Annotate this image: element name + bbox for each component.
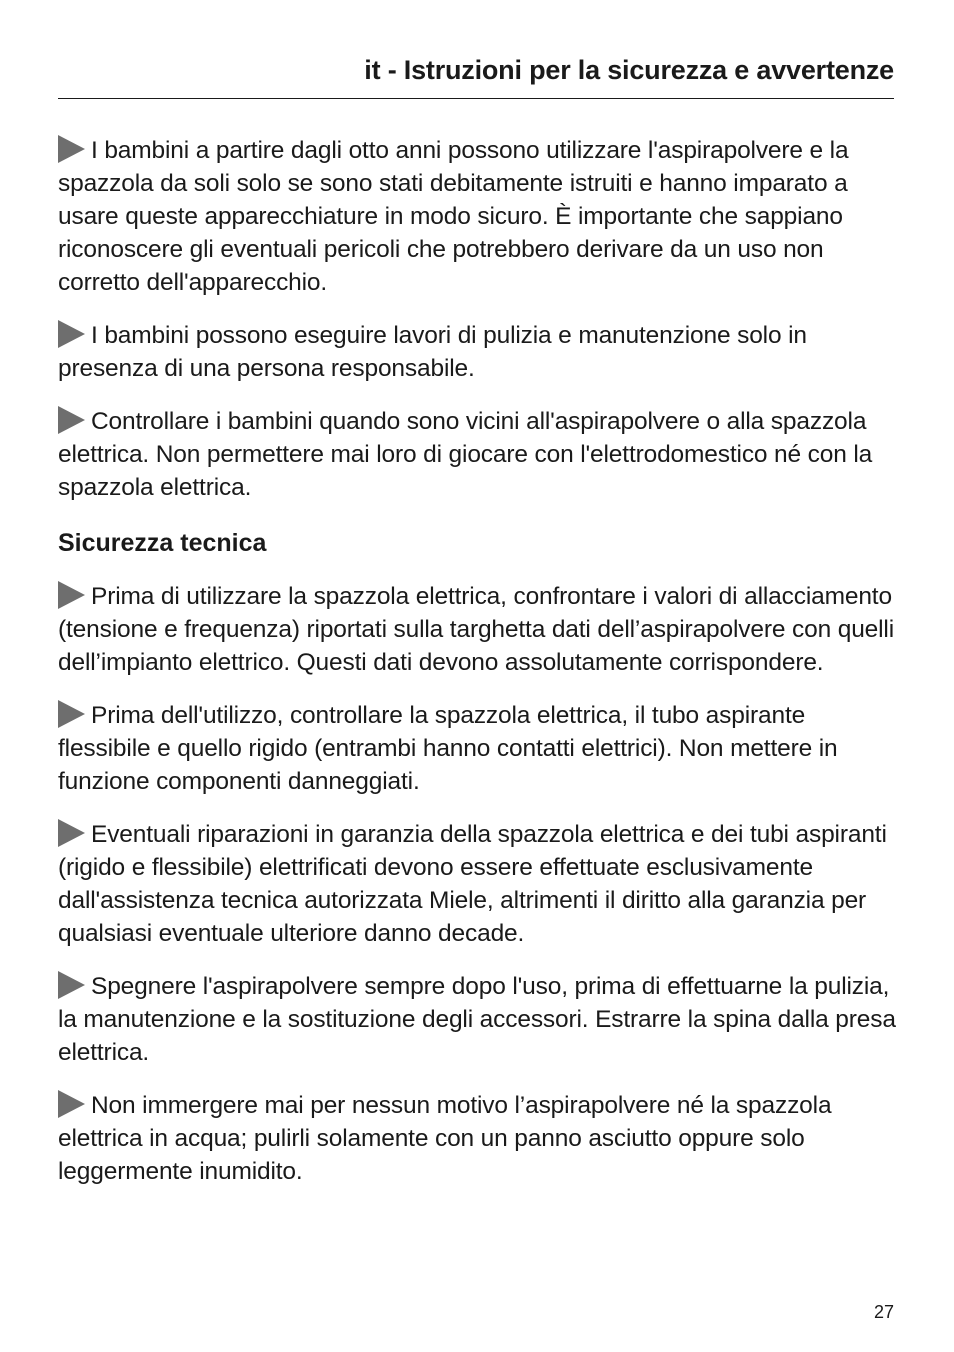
safety-item-text: Eventuali riparazioni in garanzia della spazzola elettrica e dei tubi aspiranti (rigido e flessibile) elettrificati devono essere effettuate esclusivamente dall'assistenza tecnica autorizzata Miele, altrimenti il diritto alla garanzia per qualsiasi eventuale ulteriore danno decade. (58, 821, 887, 947)
safety-item (58, 818, 896, 950)
safety-item-text: Prima dell'utilizzo, controllare la spazzola elettrica, il tubo aspirante flessibile e quello rigido (entrambi hanno contatti elettrici). Non mettere in funzione componenti danneggiati. (58, 702, 838, 795)
safety-item-text: I bambini possono eseguire lavori di pulizia e manutenzione solo in presenza di una persona responsabile. (58, 322, 807, 382)
page-number: 27 (873, 1302, 894, 1322)
safety-item-text: Prima di utilizzare la spazzola elettrica, confrontare i valori di allacciamento (tensione e frequenza) riportati sulla targhetta dati dell’aspirapolvere con quelli dell’impianto elettrico. Questi dati devono assolutamente corrispondere. (58, 583, 895, 676)
arrow-right-icon (58, 1090, 85, 1118)
safety-item (58, 1089, 896, 1188)
arrow-right-icon (58, 406, 85, 434)
arrow-right-icon (58, 700, 85, 728)
arrow-right-icon (58, 971, 85, 999)
safety-item-text: I bambini a partire dagli otto anni possono utilizzare l'aspirapolvere e la spazzola da soli solo se sono stati debitamente istruiti e hanno imparato a usare queste apparecchiature in modo sicuro. È importante che sappiano riconoscere gli eventuali pericoli che potrebbero derivare da un uso non corretto dell'apparecchio. (58, 137, 849, 296)
arrow-right-icon (58, 320, 85, 348)
arrow-right-icon (58, 581, 85, 609)
safety-item-text: Controllare i bambini quando sono vicini all'aspirapolvere o alla spazzola elettrica. Non permettere mai loro di giocare con l'elettrodomestico né con la spazzola elettrica. (58, 408, 873, 501)
arrow-right-icon (58, 135, 85, 163)
safety-item (58, 405, 896, 504)
safety-item (58, 580, 896, 679)
safety-item-text: Non immergere mai per nessun motivo l’aspirapolvere né la spazzola elettrica in acqua; pulirli solamente con un panno asciutto oppure solo leggermente inumidito. (58, 1092, 832, 1185)
safety-item (58, 699, 896, 798)
safety-item (58, 134, 896, 299)
safety-item (58, 970, 896, 1069)
arrow-right-icon (58, 819, 85, 847)
page-header (58, 52, 894, 99)
page-content (58, 134, 896, 1208)
section-heading: Sicurezza tecnica (58, 529, 267, 557)
safety-item (58, 319, 896, 385)
page-title: it - Istruzioni per la sicurezza e avvertenze (364, 55, 894, 85)
safety-item-text: Spegnere l'aspirapolvere sempre dopo l'uso, prima di effettuarne la pulizia, la manutenzione e la sostituzione degli accessori. Estrarre la spina dalla presa elettrica. (58, 973, 896, 1066)
